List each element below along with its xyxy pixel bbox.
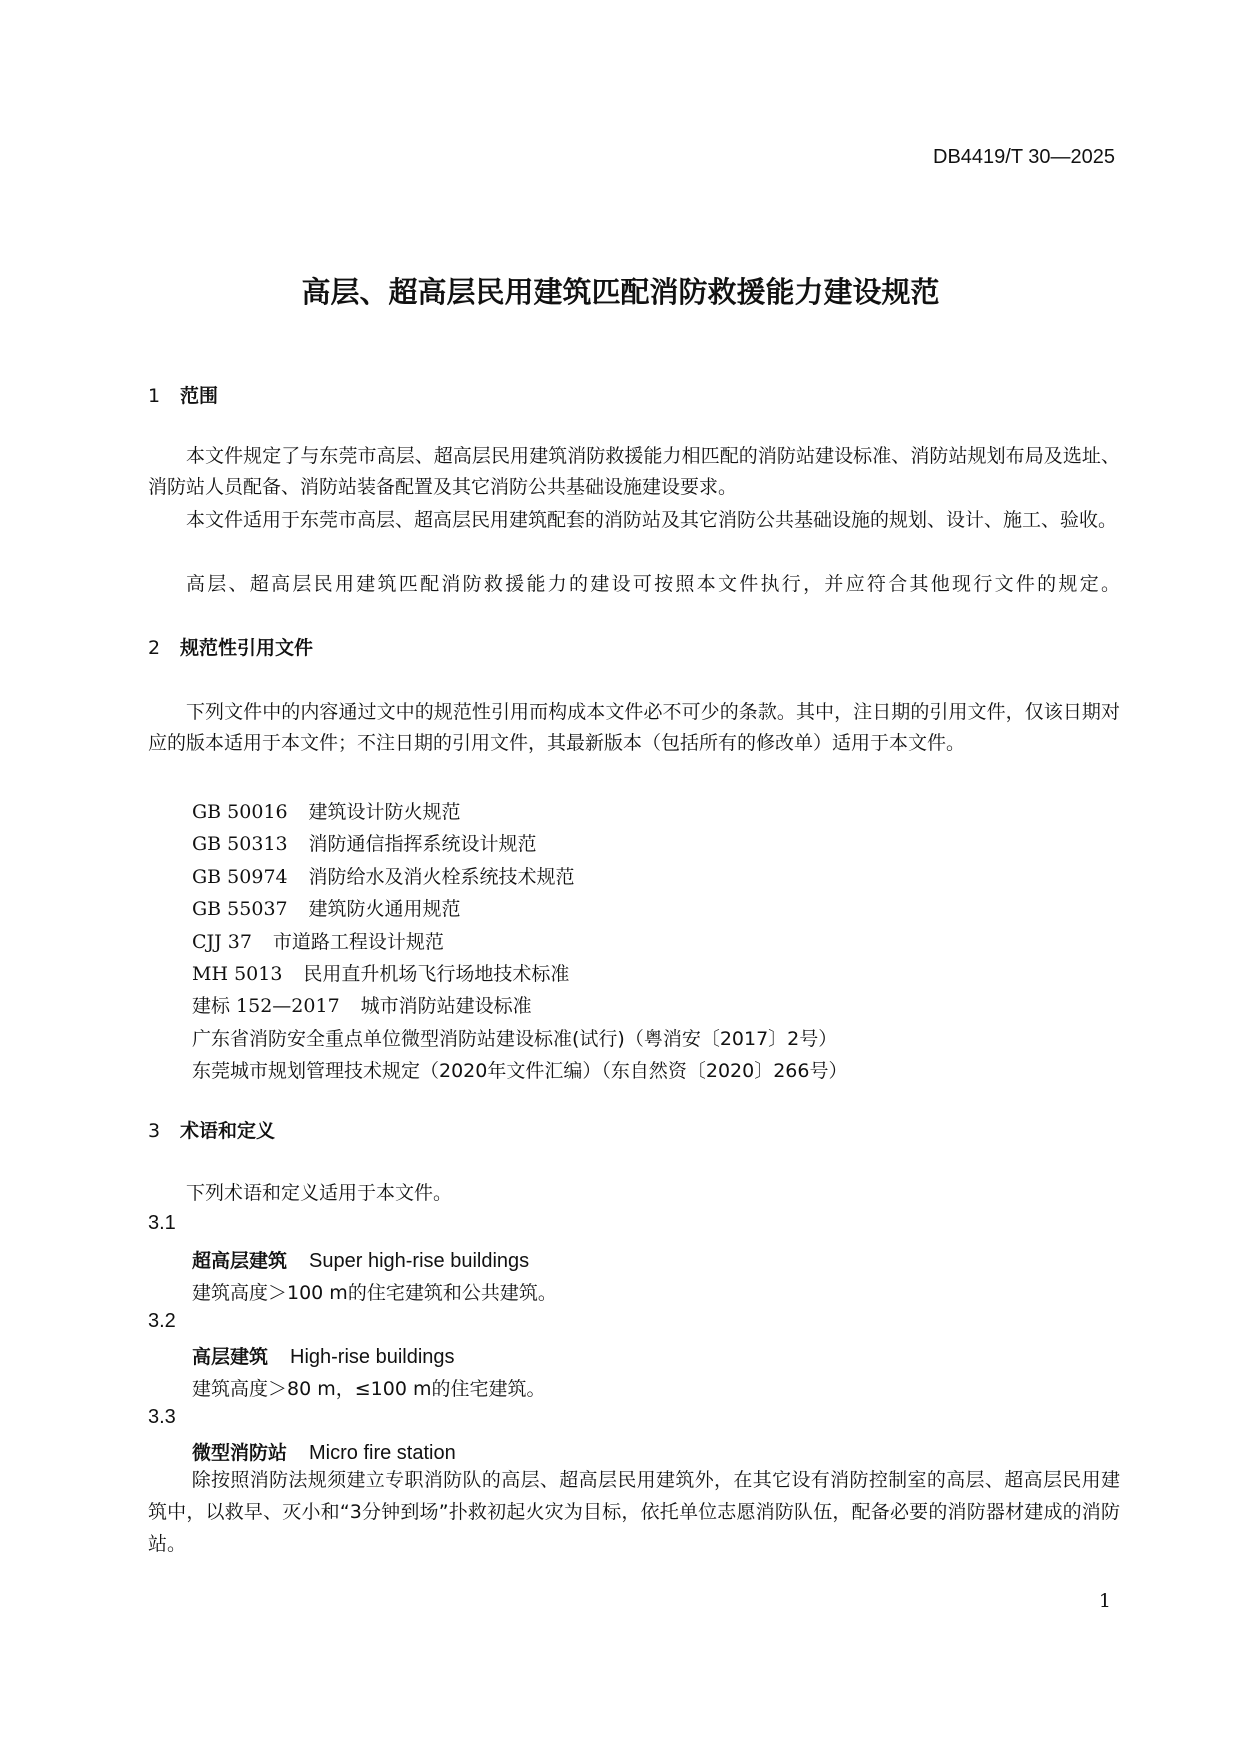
reference-title: 市道路工程设计规范: [272, 930, 444, 953]
section-title: 规范性引用文件: [180, 637, 314, 659]
term-name: [192, 1342, 455, 1369]
term-definition: 除按照消防法规须建立专职消防队的高层、超高层民用建筑外，在其它设有消防控制室的高层、超高层民用建筑中，以救早、灭小和“3分钟到场”扑救初起火灾为目标，依托单位志愿消防队伍，配备必要的消防器材建成的消防站。: [148, 1469, 1120, 1555]
reference-code: GB 50313: [192, 833, 288, 856]
term-number: 3.3: [148, 1406, 176, 1428]
page-number: 1: [1098, 1590, 1111, 1612]
term-name: [192, 1438, 456, 1465]
term-name: [192, 1246, 529, 1273]
reference-title: 消防给水及消火栓系统技术规范: [308, 865, 575, 888]
reference-list: [192, 796, 847, 1088]
reference-item: [192, 1023, 847, 1055]
reference-item: [192, 893, 847, 925]
reference-item: [192, 828, 847, 860]
document-title: 高层、超高层民用建筑匹配消防救援能力建设规范: [301, 275, 940, 309]
section-heading-scope: [148, 381, 218, 408]
reference-title: 消防通信指挥系统设计规范: [308, 833, 537, 856]
term-english: Super high-rise buildings: [309, 1250, 530, 1272]
section-title: 范围: [180, 385, 219, 407]
reference-title: 东莞城市规划管理技术规定（2020年文件汇编）（东自然资〔2020〕266号）: [192, 1060, 848, 1083]
reference-code: CJJ 37: [192, 930, 252, 953]
reference-item: [192, 796, 847, 828]
paragraph: 下列文件中的内容通过文中的规范性引用而构成本文件必不可少的条款。其中，注日期的引用文件，仅该日期对应的版本适用于本文件；不注日期的引用文件，其最新版本（包括所有的修改单）适用于本文件。: [148, 701, 1120, 754]
section-number: 3: [148, 1120, 161, 1142]
section-heading-terms-and-definitions: [148, 1116, 275, 1143]
reference-item: [192, 861, 847, 893]
reference-item: [192, 958, 847, 990]
reference-code: 建标 152—2017: [192, 995, 340, 1018]
reference-title: 建筑设计防火规范: [308, 801, 461, 823]
reference-item: [192, 1055, 847, 1087]
paragraph: 本文件规定了与东莞市高层、超高层民用建筑消防救援能力相匹配的消防站建设标准、消防站规划布局及选址、消防站人员配备、消防站装备配置及其它消防公共基础设施建设要求。: [148, 445, 1120, 498]
term-chinese: 高层建筑: [192, 1346, 269, 1368]
term-english: Micro fire station: [309, 1442, 456, 1464]
term-definition: 建筑高度＞80 m，≤100 m的住宅建筑。: [192, 1378, 546, 1400]
section-number: 2: [148, 637, 161, 659]
term-chinese: 微型消防站: [192, 1442, 288, 1464]
section-number: 1: [148, 385, 161, 407]
reference-title: 民用直升机场飞行场地技术标准: [303, 963, 570, 986]
reference-code: GB 50016: [192, 801, 288, 823]
reference-title: 建筑防火通用规范: [308, 898, 461, 921]
term-number: 3.1: [148, 1212, 176, 1234]
reference-item: [192, 990, 847, 1022]
reference-title: 城市消防站建设标准: [360, 995, 532, 1018]
document-code: DB4419/T 30—2025: [933, 146, 1115, 168]
paragraph: 本文件适用于东莞市高层、超高层民用建筑配套的消防站及其它消防公共基础设施的规划、设计、施工、验收。: [186, 509, 1118, 531]
reference-code: GB 50974: [192, 865, 288, 888]
section-heading-normative-references: [148, 633, 313, 660]
reference-code: GB 55037: [192, 898, 288, 921]
reference-code: MH 5013: [192, 963, 283, 986]
section-title: 术语和定义: [180, 1120, 276, 1142]
reference-item: [192, 926, 847, 958]
term-number: 3.2: [148, 1310, 176, 1332]
term-definition: 建筑高度＞100 m的住宅建筑和公共建筑。: [192, 1282, 557, 1304]
term-chinese: 超高层建筑: [192, 1250, 288, 1272]
reference-title: 广东省消防安全重点单位微型消防站建设标准(试行)（粤消安〔2017〕2号）: [192, 1027, 838, 1050]
term-english: High-rise buildings: [290, 1346, 455, 1368]
paragraph: 下列术语和定义适用于本文件。: [186, 1182, 453, 1204]
paragraph: 高层、超高层民用建筑匹配消防救援能力的建设可按照本文件执行，并应符合其他现行文件的规定。: [186, 573, 1120, 595]
